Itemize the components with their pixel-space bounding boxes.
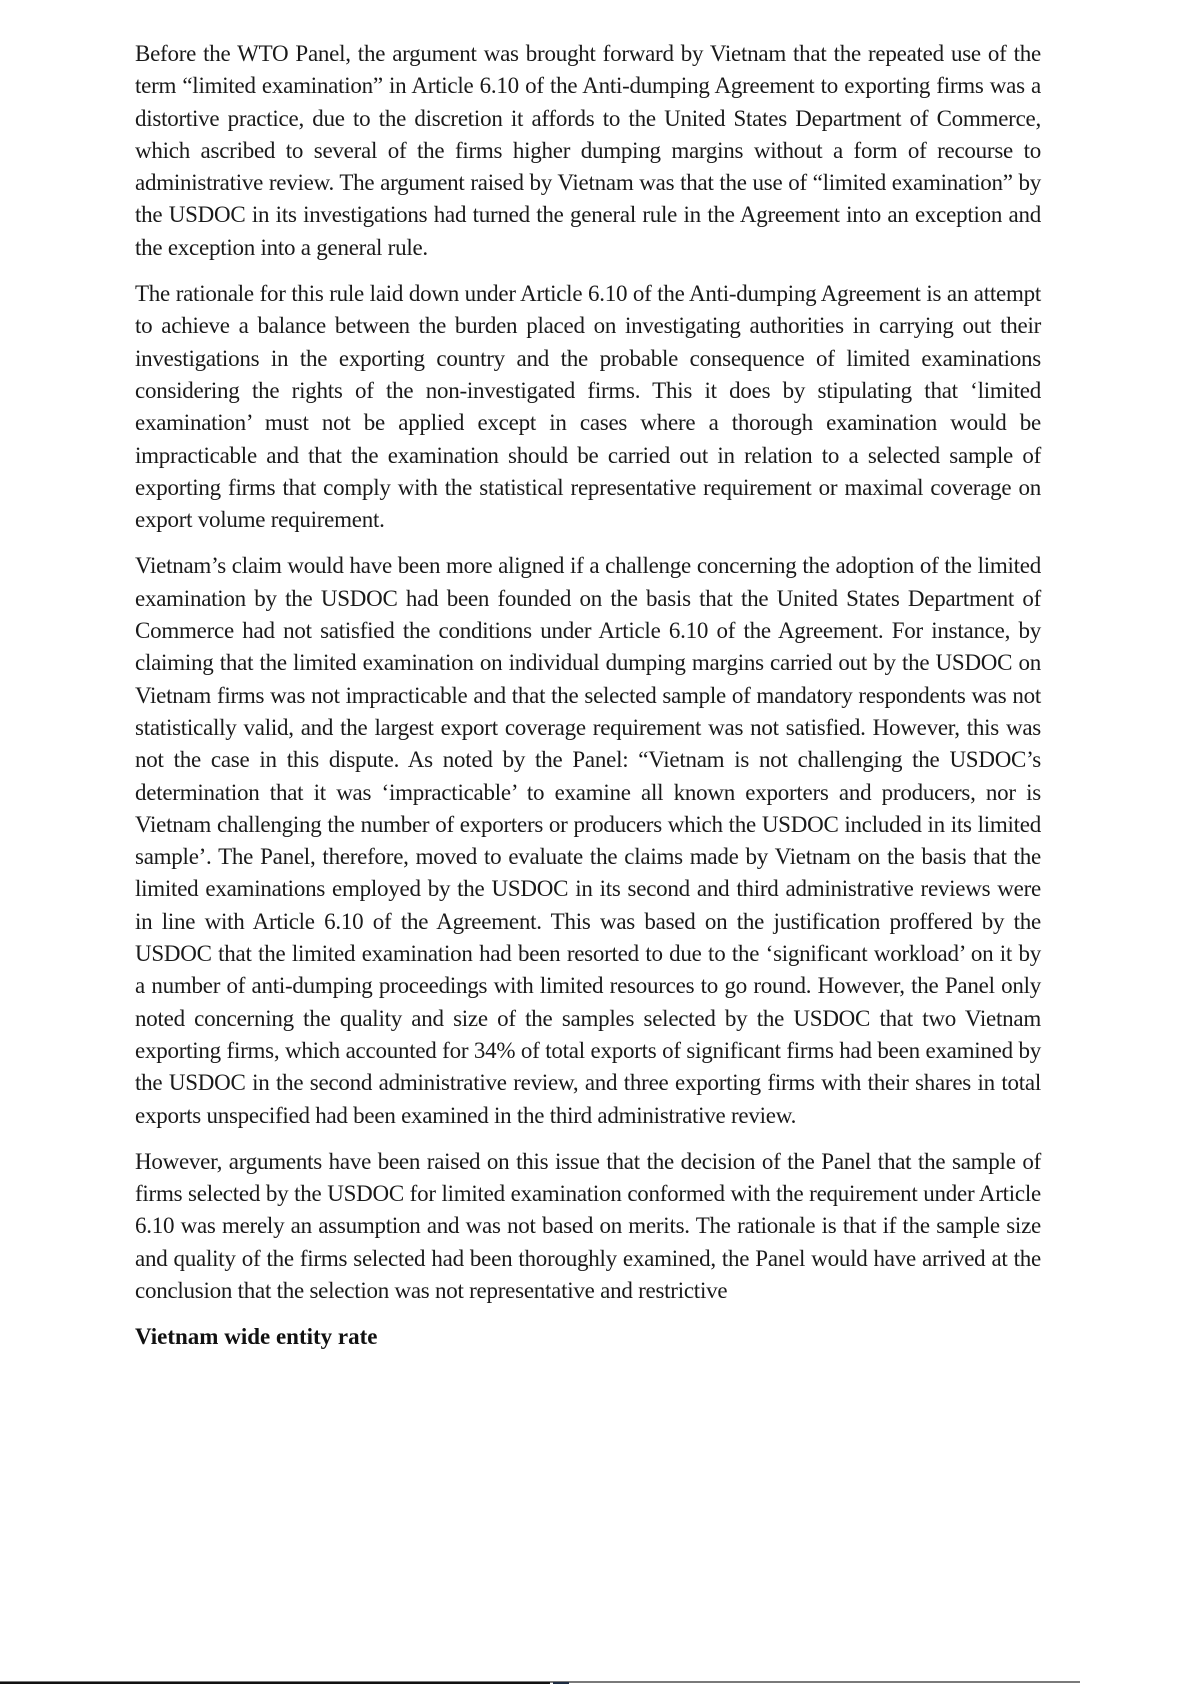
page-bottom-edge-divider <box>0 1681 1080 1683</box>
paragraph-rationale-article-6-10: The rationale for this rule laid down under Article 6.10 of the Anti-dumping Agreement is an attempt to achieve a balance between the burden placed on investigating authorities in carrying out their investigations in the exporting country and the probable consequence of limited examinations considering the rights of the non-investigated firms. This it does by stipulating that ‘limited examination’ must not be applied except in cases where a thorough examination would be impracticable and that the examination should be carried out in relation to a selected sample of exporting firms that comply with the statistical representative requirement or maximal coverage on export volume requirement. <box>135 281 1041 533</box>
paragraph-wto-panel-argument: Before the WTO Panel, the argument was brought forward by Vietnam that the repeated use of the term “limited examination” in Article 6.10 of the Anti-dumping Agreement to exporting firms was a distortive practice, due to the discretion it affords to the United States Department of Commerce, which ascribed to several of the firms higher dumping margins without a form of recourse to administrative review. The argument raised by Vietnam was that the use of “limited examination” by the USDOC in its investigations had turned the general rule in the Agreement into an exception and the exception into a general rule. <box>135 41 1041 260</box>
paragraph-vietnam-claim: Vietnam’s claim would have been more aligned if a challenge concerning the adoption of the limited examination by the USDOC had been founded on the basis that the United States Department of Commerce had not satisfied the conditions under Article 6.10 of the Agreement. For instance, by claiming that the limited examination on individual dumping margins carried out by the USDOC on Vietnam firms was not impracticable and that the selected sample of mandatory respondents was not statistically valid, and the largest export coverage requirement was not satisfied. However, this was not the case in this dispute. As noted by the Panel: “Vietnam is not challenging the USDOC’s determination that it was ‘impracticable’ to examine all known exporters and producers, nor is Vietnam challenging the number of exporters or producers which the USDOC included in its limited sample’. The Panel, therefore, moved to evaluate the claims made by Vietnam on the basis that the limited examinations employed by the USDOC in its second and third administrative reviews were in line with Article 6.10 of the Agreement. This was based on the justification proffered by the USDOC that the limited examination had been resorted to due to the ‘significant workload’ on it by a number of anti-dumping proceedings with limited resources to go round. However, the Panel only noted concerning the quality and size of the samples selected by the USDOC that two Vietnam exporting firms, which accounted for 34% of total exports of significant firms had been examined by the USDOC in the second administrative review, and three exporting firms with their shares in total exports unspecified had been examined in the third administrative review. <box>135 553 1041 1128</box>
page-edge-dark-segment <box>0 1682 550 1684</box>
section-heading: Vietnam wide entity rate <box>135 1324 378 1350</box>
document-page <box>135 38 1041 1353</box>
page-edge-marker <box>553 1682 569 1684</box>
paragraph-arguments-raised: However, arguments have been raised on this issue that the decision of the Panel that the sample of firms selected by the USDOC for limited examination conformed with the requirement under Article 6.10 was merely an assumption and was not based on merits. The rationale is that if the sample size and quality of the firms selected had been thoroughly examined, the Panel would have arrived at the conclusion that the selection was not representative and restrictive <box>135 1148 1041 1303</box>
